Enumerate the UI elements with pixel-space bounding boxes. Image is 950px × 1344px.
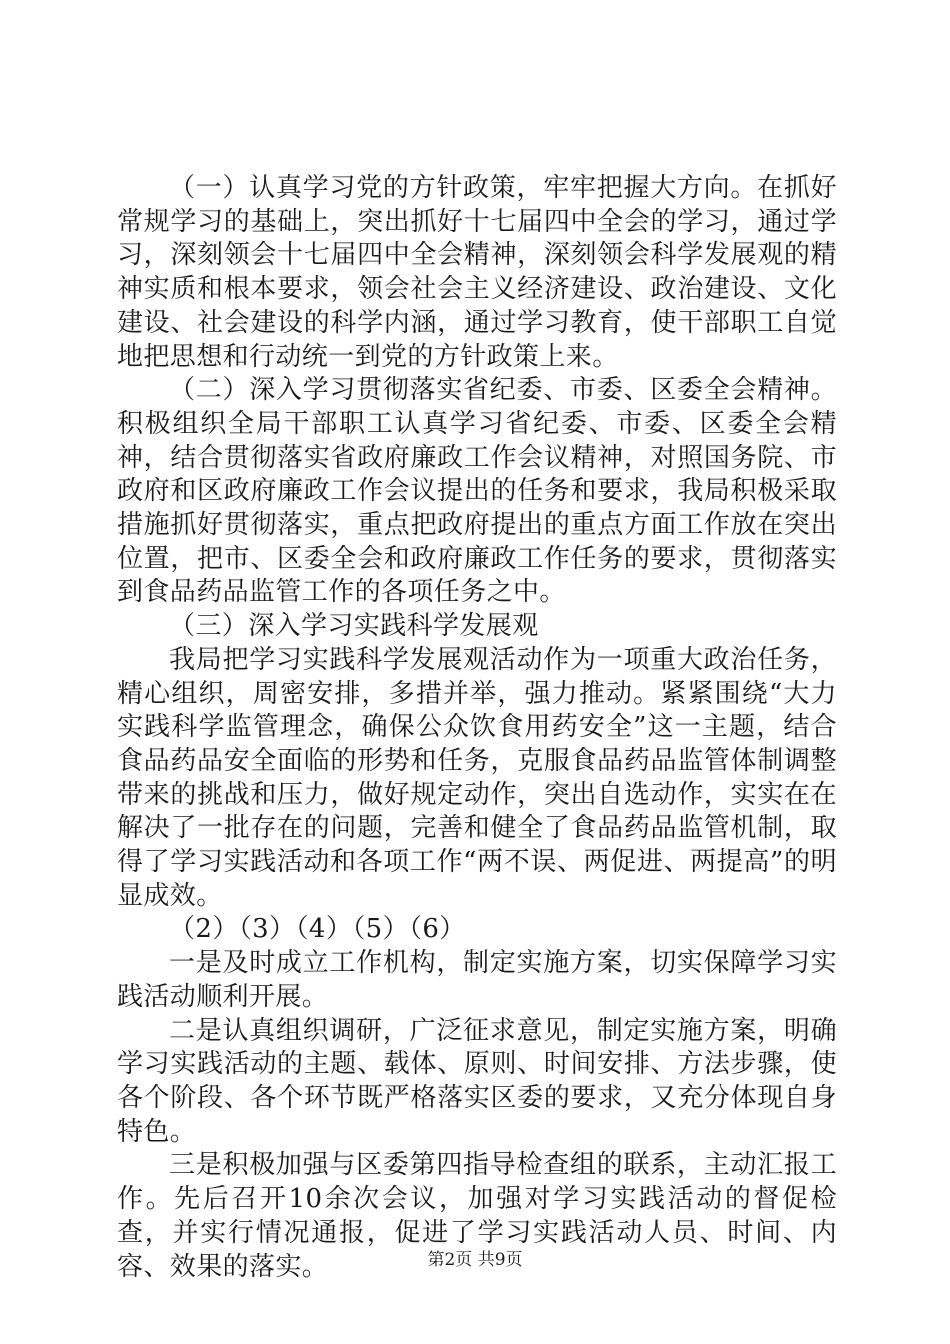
- paragraph-item-2: 二是认真组织调研，广泛征求意见，制定实施方案，明确学习实践活动的主题、载体、原则、时间安排、方法步骤，使各个阶段、各个环节既严格落实区委的要求，又充分体现自身特色。: [117, 1015, 837, 1147]
- heading-section-3: （三）深入学习实践科学发展观: [169, 611, 539, 642]
- page-number-footer: 第2页 共9页: [427, 1250, 523, 1270]
- paragraph-section-1: （一）认真学习党的方针政策，牢牢把握大方向。在抓好常规学习的基础上，突出抓好十七届四中全会的学习，通过学习，深刻领会十七届四中全会精神，深刻领会科学发展观的精神实质和根本要求，领会社会主义经济建设、政治建设、文化建设、社会建设的科学内涵，通过学习教育，使干部职工自觉地把思想和行动统一到党的方针政策上来。: [117, 173, 837, 372]
- paragraph-section-3-body: 我局把学习实践科学发展观活动作为一项重大政治任务，精心组织，周密安排，多措并举，强力推动。紧紧围绕“大力实践科学监管理念，确保公众饮食用药安全”这一主题，结合食品药品安全面临的形势和任务，克服食品药品监管体制调整带来的挑战和压力，做好规定动作，突出自选动作，实实在在解决了一批存在的问题，完善和健全了食品药品监管机制，取得了学习实践活动和各项工作“两不误、两促进、两提高”的明显成效。: [117, 644, 837, 911]
- document-body: [117, 172, 837, 1284]
- paragraph-item-1: 一是及时成立工作机构，制定实施方案，切实保障学习实践活动顺利开展。: [117, 948, 837, 1012]
- paragraph-item-3: 三是积极加强与区委第四指导检查组的联系，主动汇报工作。先后召开10余次会议，加强对学习实践活动的督促检查，并实行情况通报，促进了学习实践活动人员、时间、内容、效果的落实。: [117, 1150, 837, 1282]
- paragraph-section-2: （二）深入学习贯彻落实省纪委、市委、区委全会精神。积极组织全局干部职工认真学习省纪委、市委、区委全会精神，结合贯彻落实省政府廉政工作会议精神，对照国务院、市政府和区政府廉政工作会议提出的任务和要求，我局积极采取措施抓好贯彻落实，重点把政府提出的重点方面工作放在突出位置，把市、区委全会和政府廉政工作任务的要求，贯彻落实到食品药品监管工作的各项任务之中。: [117, 375, 837, 608]
- paragraph-number-list: （2）（3）（4）（5）（6）: [169, 914, 466, 945]
